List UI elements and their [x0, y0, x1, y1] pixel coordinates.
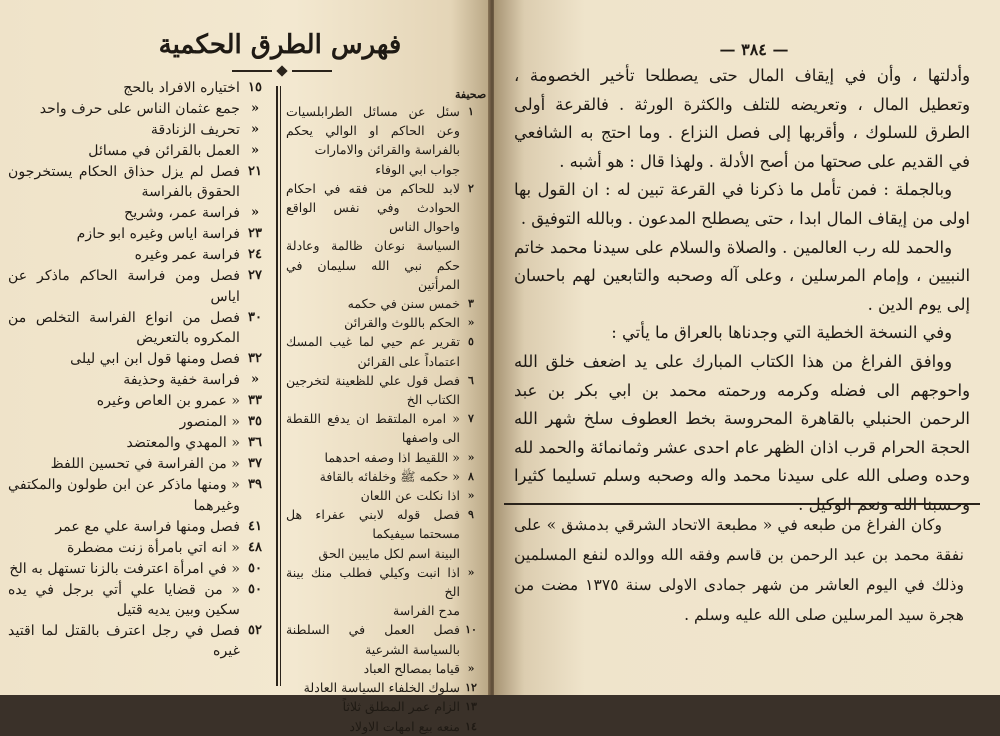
index-entry-text: قياما بمصالح العباد: [363, 660, 460, 676]
page-number: — ٣٨٤ —: [719, 40, 789, 59]
index-page-number: ٣٩: [248, 477, 262, 493]
index-entry: [286, 620, 482, 658]
index-page-number: ١٢: [465, 681, 477, 695]
index-entry-text: البينة اسم لكل مايبين الحق: [318, 545, 460, 561]
index-entry: [8, 120, 270, 140]
index-page-number: ٣٥: [248, 414, 262, 430]
separator-rule: [504, 503, 980, 505]
index-entry: [286, 544, 482, 563]
text-page: [494, 0, 1000, 695]
index-entry-text: « المنصور: [179, 414, 240, 431]
index-page-number: ٤١: [248, 518, 262, 534]
index-entry: [286, 236, 482, 294]
index-entry: [286, 332, 482, 370]
index-entry: [286, 678, 482, 697]
index-entry-text: مدح الفراسة: [393, 603, 460, 619]
index-entry-text: « حكمه ﷺ وخلفائه بالقافة: [319, 468, 460, 484]
index-page-number: ١٥: [248, 80, 262, 95]
index-column-right: [286, 102, 482, 736]
index-entry: [8, 454, 270, 474]
index-page-number: ٥٢: [248, 623, 262, 639]
index-entry: [286, 601, 482, 620]
index-entry: [8, 559, 270, 579]
text-paragraph: وفي النسخة الخطية التي وجدناها بالعراق ما يأتي :: [611, 323, 952, 343]
index-entry-text: فصل من انواع الفراسة التخلص من المكروه بالتعريض: [8, 309, 240, 347]
index-entry: [8, 349, 270, 369]
index-page-number: ٩: [468, 508, 474, 522]
index-entry: [8, 308, 270, 349]
index-page-number: ٢١: [248, 164, 262, 179]
index-page-number: «: [467, 489, 475, 503]
index-entry: [286, 467, 482, 486]
index-page-number: ٣٧: [248, 456, 262, 472]
index-page-number: «: [467, 450, 475, 464]
index-entry: [286, 102, 482, 160]
title-ornament: [232, 66, 332, 76]
index-entry-text: « المهدي والمعتضد: [126, 435, 240, 452]
index-entry: [286, 659, 482, 678]
index-entry-text: فصل قوله لابني عفراء هل مسحتما سيفيكما: [286, 507, 460, 542]
index-page-number: ٨: [468, 469, 474, 483]
colophon: [514, 510, 964, 630]
index-entry-text: فصل العمل في السلطنة بالسياسة الشرعية: [286, 622, 460, 657]
index-page-number: ١٤: [465, 719, 477, 733]
index-page-number: ٢: [468, 181, 474, 195]
index-entry-text: سئل عن مسائل الطرابلسيات وعن الحاكم او الوالي يحكم بالفراسة والقرائن والامارات: [286, 104, 460, 158]
index-entry-text: تحريف الزنادقة: [150, 122, 240, 138]
index-entry-text: « في امرأة اعترفت بالزنا تستهل به الخ: [9, 560, 240, 577]
index-entry: [8, 99, 270, 119]
index-entry: [8, 370, 270, 390]
text-paragraph: وأدلتها ، وأن في إيقاف المال حتى يصطلحا تأخير الخصومة ، وتعطيل المال ، وتعريضه للتلف والكثرة الورثة . فالقرعة أولى الطرق للسلوك ، وأقربها إلى فصل النزاع . وما احتج به الشافعي في القديم على صحتها من أصح الأدلة . ولهذا قال : هو أشبه .: [514, 66, 970, 171]
index-entry-text: الحكم باللوث والقرائن: [344, 315, 460, 331]
index-entry: [286, 294, 482, 313]
index-page-number: ٢٧: [248, 268, 262, 284]
index-page-number: ٣: [468, 297, 474, 311]
index-page-number: ١٠: [465, 623, 477, 637]
index-page-number: ٣٢: [248, 351, 262, 367]
index-entry-text: العمل بالقرائن في مسائل: [88, 143, 240, 159]
index-entry-text: تقرير عم حيي لما غيب المسك اعتماداً على القرائن: [286, 334, 460, 369]
index-entry: [8, 538, 270, 558]
index-page-number: «: [467, 316, 475, 330]
index-page-number: ١٣: [465, 700, 477, 714]
index-entry: [8, 517, 270, 537]
index-entry-text: فصل ومنها فراسة علي مع عمر: [55, 518, 240, 535]
index-page-number: «: [467, 565, 475, 579]
text-paragraph: ووافق الفراغ من هذا الكتاب المبارك على يد اضعف خلق الله واحوجهم الى فضله وكرمه ورحمته محمد بن ابي بكر بن عبد الرحمن الحنبلي بالقاهرة المحروسة بخط العطوف سلخ شهر الله الحجة الحرام قرب اذان الظهر عام احدى عشر وثمانمائة والحمد لله وحده وصلى الله على سيدنا محمد واله وصحبه وسلم تسليما كثيرا: [514, 351, 970, 486]
index-entry: [8, 162, 270, 203]
index-entry: [286, 313, 482, 332]
index-title: فهرس الطرق الحكمية: [158, 30, 402, 60]
text-paragraph: وبالجملة : فمن تأمل ما ذكرنا في القرعة تبين له : ان القول بها اولى من إيقاف المال ابدا ، حتى يصطلح المدعون . وبالله التوفيق .: [514, 180, 970, 228]
index-entry-text: فراسة خفية وحذيفة: [123, 372, 240, 389]
index-entry: [286, 486, 482, 505]
index-page-number: ١: [468, 105, 474, 118]
index-entry: [8, 266, 270, 307]
index-entry-text: خمس سنن في حكمه: [347, 296, 460, 312]
main-text: [514, 62, 970, 520]
index-entry-text: « انه اتي بامرأة زنت مضطرة: [66, 539, 240, 556]
index-entry: [8, 141, 270, 161]
index-entry-text: « من قضايا علي أتي برجل في يده سكين وبين يديه قتيل: [8, 581, 240, 619]
column-divider: [276, 86, 278, 686]
column-divider-inner: [280, 86, 281, 686]
index-entry: [8, 78, 270, 98]
colophon-paragraph: وكان الفراغ من طبعه في « مطبعة الاتحاد الشرقي بدمشق » على نفقة محمد بن عبد الرحمن بن قاسم وفقه الله ووالده لنفع المسلمين وذلك في اليوم العاشر من شهر جمادى الاولى سنة ١٣٧٥ مضت من هجرة سيد المرسلين صلى الله عليه وسلم .: [514, 516, 965, 624]
index-entry: [8, 580, 270, 621]
index-entry-text: « من الفراسة في تحسين اللفظ: [50, 456, 240, 473]
index-entry-text: « اللقيط اذا وصفه احدهما: [324, 449, 460, 465]
index-page-number: ٥: [468, 335, 474, 349]
index-entry: [286, 448, 482, 467]
index-entry-text: اذا انبت وكيلي فطلب منك بينة الخ: [286, 564, 460, 600]
page-column-header: صحيفة: [455, 88, 487, 101]
index-entry: [286, 160, 482, 179]
index-entry: [8, 224, 270, 244]
index-entry-text: فراسة عمر، وشريح: [124, 205, 240, 222]
index-page-number: «: [250, 122, 260, 137]
index-page-number: ٦: [468, 373, 474, 387]
index-entry: [8, 391, 270, 411]
index-entry: [286, 563, 482, 601]
index-entry: [8, 245, 270, 265]
index-page-number: «: [467, 661, 475, 675]
index-entry-text: فصل لم يزل حذاق الحكام يستخرجون الحقوق بالفراسة: [8, 164, 240, 201]
index-page-number: ٣٣: [248, 393, 262, 409]
text-paragraph: والحمد لله رب العالمين . والصلاة والسلام على سيدنا محمد خاتم النبيين ، وإمام المرسلين ، وعلى آله وصحبه والتابعين لهم باحسان إلى يوم الدين .: [514, 237, 970, 314]
index-entry-text: جمع عثمان الناس على حرف واحد: [39, 101, 240, 117]
index-page-number: «: [250, 372, 260, 388]
index-page-number: ٥٠: [248, 560, 262, 576]
index-column-left: [8, 78, 270, 662]
index-page-number: ٣٦: [248, 435, 262, 451]
index-entry: [8, 621, 270, 662]
index-entry: [8, 203, 270, 223]
index-page-number: «: [250, 205, 260, 221]
index-entry-text: السياسة نوعان ظالمة وعادلة حكم نبي الله سليمان في المرأتين: [286, 238, 460, 292]
index-entry-text: اختياره الافراد بالحج: [123, 80, 240, 96]
index-entry: [286, 179, 482, 237]
index-entry: [8, 412, 270, 432]
index-page-number: ٣٠: [248, 309, 262, 325]
index-entry: [286, 505, 482, 543]
index-entry-text: فراسة اياس وغيره ابو حازم: [76, 226, 240, 243]
index-entry: [286, 717, 482, 736]
index-entry: [286, 697, 482, 716]
index-entry-text: الزام عمر المطلق ثلاثاً: [342, 699, 460, 715]
index-entry-text: لابد للحاكم من فقه في احكام الحوادث وفي نفس الواقع واحوال الناس: [286, 180, 460, 235]
index-entry-text: اذا نكلت عن اللعان: [360, 488, 460, 504]
index-entry-text: فراسة عمر وغيره: [134, 247, 240, 264]
index-entry: [286, 409, 482, 447]
index-entry-text: جواب ابي الوفاء: [375, 161, 460, 177]
index-page-number: ٥٠: [248, 581, 262, 597]
index-entry: [8, 433, 270, 453]
index-entry-text: فصل قول علي للظعينة لتخرجين الكتاب الخ: [286, 372, 460, 408]
index-page-number: «: [250, 143, 260, 158]
index-entry: [286, 371, 482, 409]
index-page: [0, 0, 490, 734]
index-entry-text: سلوك الخلفاء السياسة العادلة: [303, 680, 460, 696]
index-entry-text: فصل في رجل اعترف بالقتل لما اقتيد غيره: [8, 623, 240, 660]
index-entry-text: « امره الملتقط ان يدفع اللقطة الى واصفها: [286, 411, 460, 446]
index-page-number: ٤٨: [248, 539, 262, 555]
index-entry-text: فصل ومن فراسة الحاكم ماذكر عن اياس: [8, 268, 240, 305]
index-page-number: «: [250, 101, 260, 116]
index-entry-text: منعه بيع امهات الاولاد: [349, 718, 460, 734]
index-entry-text: « ومنها ماذكر عن ابن طولون والمكتفي وغيرهما: [8, 477, 240, 514]
index-page-number: ٢٤: [248, 247, 262, 263]
index-page-number: ٧: [468, 412, 474, 426]
index-entry: [8, 475, 270, 516]
index-page-number: ٢٣: [248, 226, 262, 242]
index-entry-text: « عمرو بن العاص وغيره: [96, 393, 240, 410]
index-entry-text: فصل ومنها قول ابن ابي ليلى: [70, 351, 240, 368]
